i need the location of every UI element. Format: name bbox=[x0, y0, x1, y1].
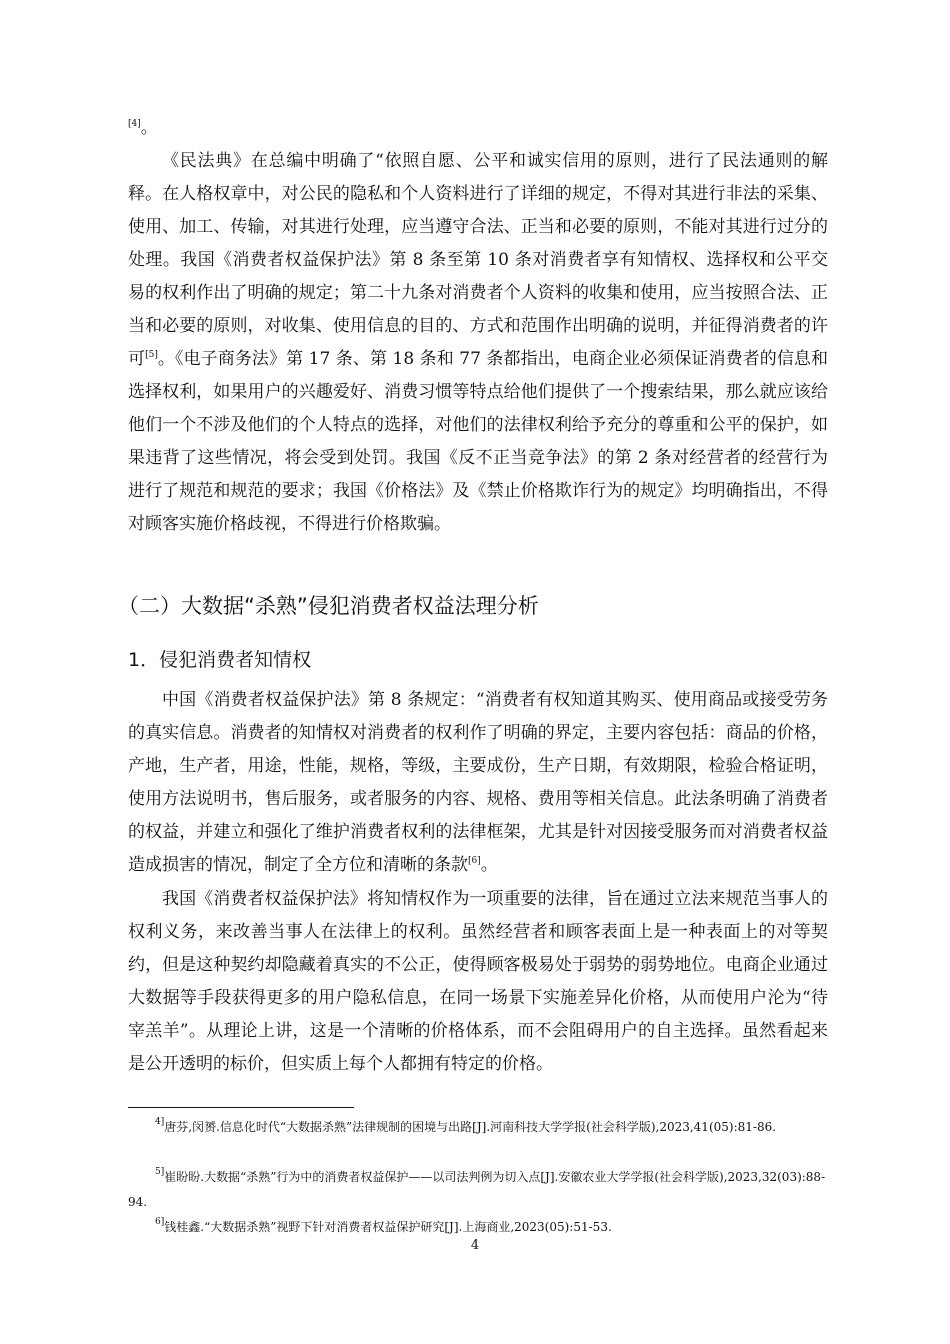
citation-ref: [6] bbox=[468, 856, 481, 866]
section-heading: （二）大数据“杀熟”侵犯消费者权益法理分析 bbox=[118, 594, 539, 618]
citation-ref: [5] bbox=[145, 350, 158, 360]
footnote-divider bbox=[128, 1107, 354, 1108]
paragraph-right-to-know: 中国《消费者权益保护法》第 8 条规定：“消费者有权知道其购买、使用商品或接受劳务的真实信息。消费者的知情权对消费者的权利作了明确的界定，主要内容包括：商品的价格，产地，生产者，用途，性能，规格，等级，主要成份，生产日期，有效期限，检验合格证明，使用方法说明书，售后服务，或者服务的内容、规格、费用等相关信息。此法条明确了消费者的权益，并建立和强化了维护消费者权利的法律框架，尤其是针对因接受服务而对消费者权益造成损害的情况，制定了全方位和清晰的条款[6]。 bbox=[128, 690, 828, 875]
paragraph-analysis: 我国《消费者权益保护法》将知情权作为一项重要的法律，旨在通过立法来规范当事人的权利义务，来改善当事人在法律上的权利。虽然经营者和顾客表面上是一种表面上的对等契约，但是这种契约却隐藏着真实的不公正，使得顾客极易处于弱势的弱势地位。电商企业通过大数据等手段获得更多的用户隐私信息，在同一场景下实施差异化价格，从而使用户沦为“待宰羔羊”。从理论上讲，这是一个清晰的价格体系，而不会阻碍用户的自主选择。虽然看起来是公开透明的标价，但实质上每个人都拥有特定的价格。 bbox=[128, 889, 828, 1074]
footnote: $^{5]}$崔盼盼.大数据“杀熟”行为中的消费者权益保护——以司法判例为切入点[J].安徽农业大学学报(社会科学版),2023,32(03):88-94. bbox=[128, 1167, 826, 1209]
page-number: 4 bbox=[470, 1238, 480, 1253]
citation-ref: [4] bbox=[128, 119, 141, 129]
footnote: $^{6]}$钱桂鑫.“大数据杀熟”视野下针对消费者权益保护研究[J].上海商业,2023(05):51-53. bbox=[155, 1217, 612, 1234]
paragraph-civil-code: 《民法典》在总编中明确了“依照自愿、公平和诚实信用的原则，进行了民法通则的解释。在人格权章中，对公民的隐私和个人资料进行了详细的规定，不得对其进行非法的采集、使用、加工、传输，对其进行处理，应当遵守合法、正当和必要的原则，不能对其进行过分的处理。我国《消费者权益保护法》第 8 条至第 10 条对消费者享有知情权、选择权和公平交易的权利作出了明确的规定；第二十九条对消费者个人资料的收集和使用，应当按照合法、正当和必要的原则，对收集、使用信息的目的、方式和范围作出明确的说明，并征得消费者的许可[5]。《电子商务法》第 17 条、第 18 条和 77 条都指出，电商企业必须保证消费者的信息和选择权利，如果用户的兴趣爱好、消费习惯等特点给他们提供了一个搜索结果，那么就应该给他们一个不涉及他们的个人特点的选择，对他们的法律权利给予充分的尊重和公平的保护，如果违背了这些情况，将会受到处罚。我国《反不正当竞争法》的第 2 条对经营者的经营行为进行了规范和规范的要求；我国《价格法》及《禁止价格欺诈行为的规定》均明确指出，不得对顾客实施价格歧视，不得进行价格欺骗。 bbox=[128, 151, 828, 534]
subsection-heading: 1．侵犯消费者知情权 bbox=[128, 649, 312, 671]
footnote: $^{4]}$唐芬,闵赟.信息化时代“大数据杀熟”法律规制的困境与出路[J].河南科技大学学报(社会科学版),2023,41(05):81-86. bbox=[155, 1117, 777, 1134]
continuation-fragment: [4]。 bbox=[128, 118, 158, 138]
